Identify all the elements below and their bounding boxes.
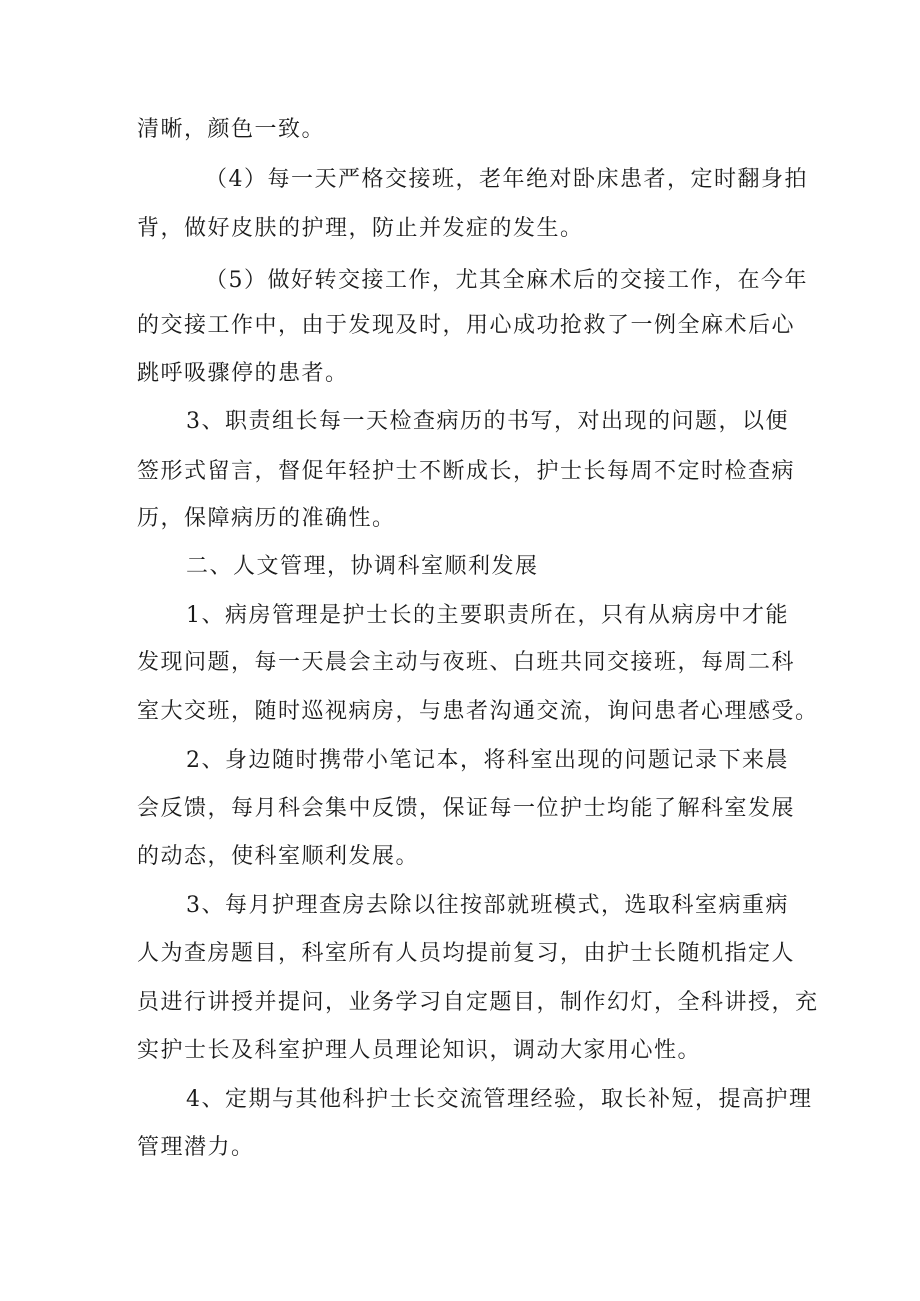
text-line: 实护士长及科室护理人员理论知识，调动大家用心性。 xyxy=(137,1038,702,1063)
text-line: 管理潜力。 xyxy=(137,1135,255,1160)
text-line: 人为查房题目，科室所有人员均提前复习，由护士长随机指定人 xyxy=(137,941,796,966)
text-line: 历，保障病历的准确性。 xyxy=(137,506,396,531)
text-line: 2、身边随时携带小笔记本，将科室出现的问题记录下来晨 xyxy=(186,748,789,773)
text-line: 1、病房管理是护士长的主要职责所在，只有从病房中才能 xyxy=(186,603,789,628)
text-line: 4、定期与其他科护士长交流管理经验，取长补短，提高护理 xyxy=(186,1087,813,1112)
text-line: 签形式留言，督促年轻护士不断成长，护士长每周不定时检查病 xyxy=(137,459,796,484)
section-heading: 二、人文管理，协调科室顺利发展 xyxy=(186,554,539,579)
text-line: 的交接工作中，由于发现及时，用心成功抢救了一例全麻术后心 xyxy=(137,313,796,338)
text-line: 背，做好皮肤的护理，防止并发症的发生。 xyxy=(137,216,584,241)
text-line: 跳呼吸骤停的患者。 xyxy=(137,361,349,386)
text-line: 室大交班，随时巡视病房，与患者沟通交流，询问患者心理感受。 xyxy=(137,699,819,724)
text-line: 的动态，使科室顺利发展。 xyxy=(137,844,420,869)
text-line: 员进行讲授并提问，业务学习自定题目，制作幻灯，全科讲授，充 xyxy=(137,990,819,1015)
text-line: 3、每月护理查房去除以往按部就班模式，选取科室病重病 xyxy=(186,893,789,918)
text-line: 3、职责组长每一天检查病历的书写，对出现的问题，以便 xyxy=(186,409,789,434)
text-line: 清晰，颜色一致。 xyxy=(137,117,326,142)
text-line: 发现问题，每一天晨会主动与夜班、白班共同交接班，每周二科 xyxy=(137,650,796,675)
text-line: （4）每一天严格交接班，老年绝对卧床患者，定时翻身拍 xyxy=(205,167,808,192)
text-line: （5）做好转交接工作，尤其全麻术后的交接工作，在今年 xyxy=(205,268,808,293)
text-line: 会反馈，每月科会集中反馈，保证每一位护士均能了解科室发展 xyxy=(137,796,796,821)
